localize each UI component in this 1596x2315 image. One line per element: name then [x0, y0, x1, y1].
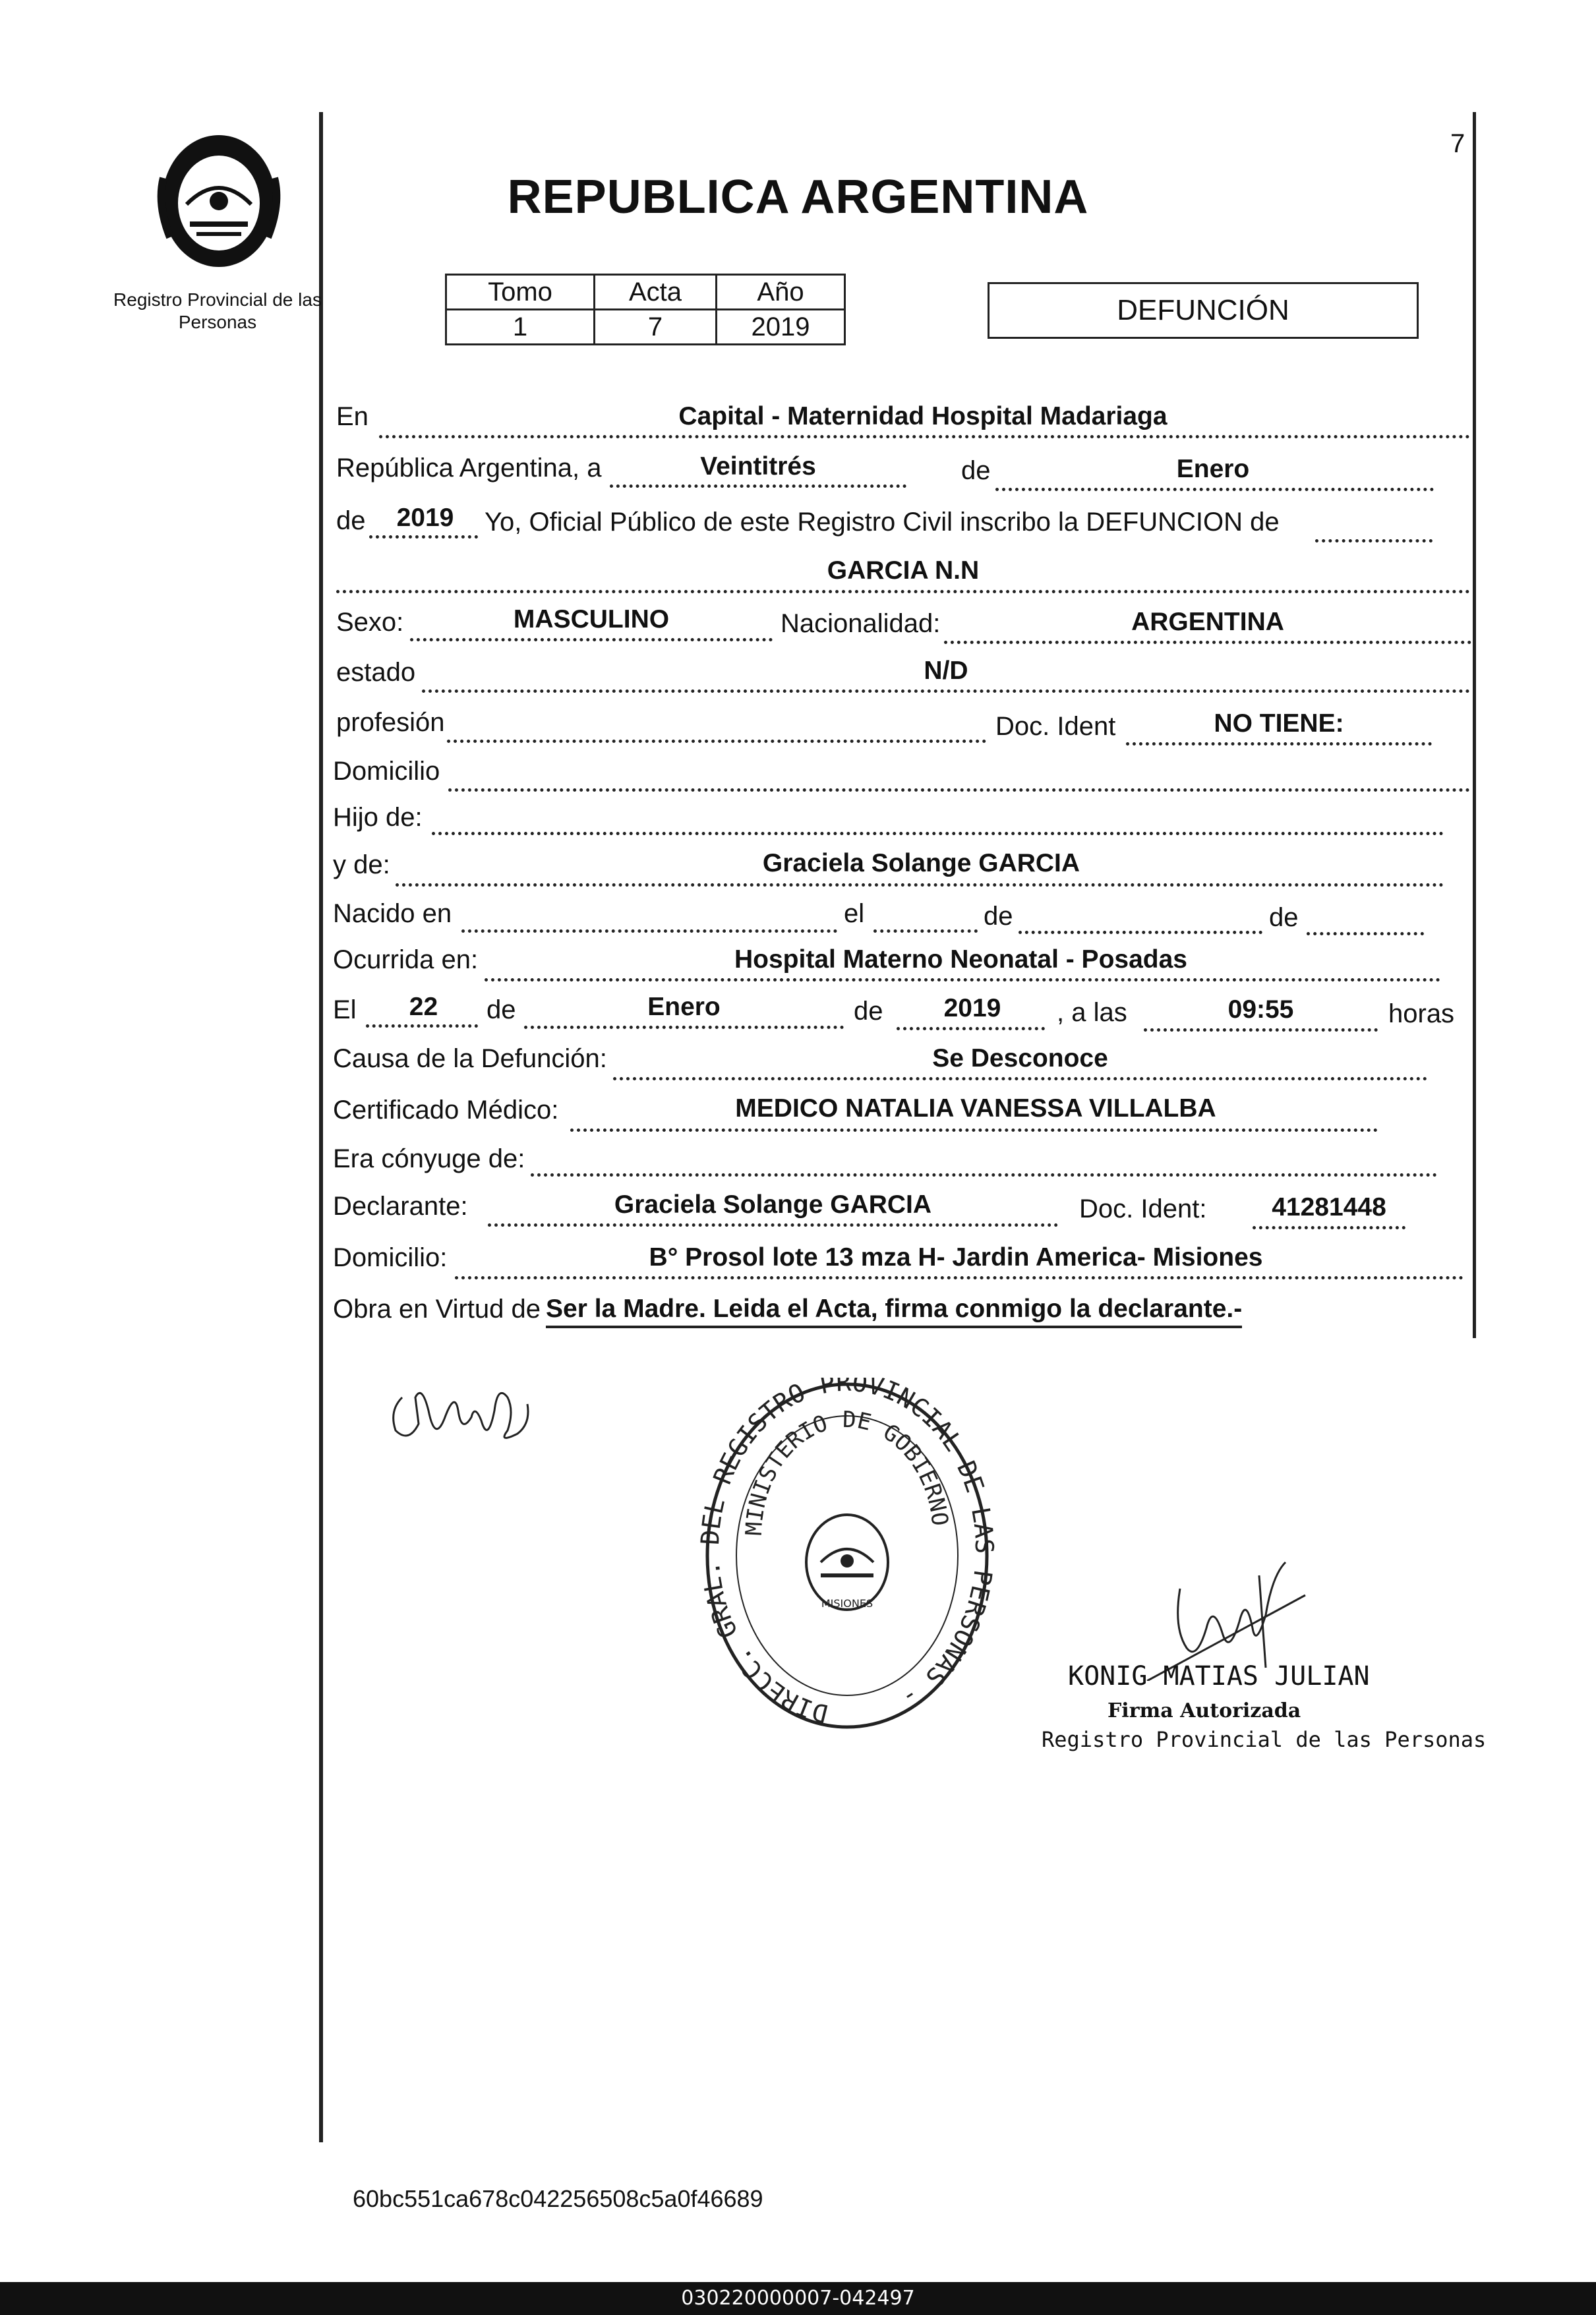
de-label-1: de: [961, 456, 991, 485]
declarante-doc-dotted-line: [1253, 1226, 1405, 1229]
nacionalidad-dotted-line: [944, 641, 1471, 644]
el2-label: El: [333, 995, 357, 1024]
left-margin-line: [319, 112, 323, 2142]
seal-inner-text: MINISTERIO DE GOBIERNO: [740, 1406, 953, 1537]
seal-outer-text: DIRECC. GRAL. EL REGISTRO PROVINCIAL DE L PERSONAS -: [699, 1378, 995, 1729]
yo-text: Yo, Oficial Público de este Registro Civil inscribo la DEFUNCION de: [485, 508, 1280, 537]
hora-dotted-line: [1144, 1028, 1378, 1032]
registry-name: Registro Provincial de las Personas: [113, 289, 322, 332]
domicilio-dotted-line: [448, 788, 1470, 792]
fecha-anio-dotted-line: [897, 1027, 1045, 1030]
hijo-dotted-line: [432, 832, 1444, 835]
conyuge-label: Era cónyuge de:: [333, 1144, 525, 1173]
mes-value: Enero: [1176, 455, 1250, 483]
nacionalidad-label: Nacionalidad:: [781, 609, 941, 638]
docident-label: Doc. Ident: [995, 712, 1116, 741]
horas-label: horas: [1388, 999, 1455, 1028]
profesion-dotted-line: [447, 740, 986, 743]
fecha-dia-value: 22: [409, 993, 438, 1021]
yde-value: Graciela Solange GARCIA: [762, 849, 1080, 877]
declarant-signature: [382, 1371, 541, 1457]
fecha-mes-value: Enero: [647, 993, 721, 1021]
en-value: Capital - Maternidad Hospital Madariaga: [678, 402, 1167, 430]
profesion-label: profesión: [336, 708, 445, 737]
obra-label: Obra en Virtud de: [333, 1295, 541, 1324]
hijo-label: Hijo de:: [333, 803, 423, 832]
yde-label: y de:: [333, 850, 390, 879]
declarante-value: Graciela Solange GARCIA: [614, 1190, 932, 1219]
certificado-dotted-line: [570, 1128, 1378, 1132]
domicilio2-label: Domicilio:: [333, 1243, 448, 1272]
el-label: el: [844, 899, 865, 928]
el-dotted-line: [873, 929, 978, 933]
declarante-dotted-line: [488, 1223, 1058, 1227]
table-header-tomo: Tomo: [446, 275, 595, 310]
ocurrida-value: Hospital Materno Neonatal - Posadas: [734, 945, 1187, 974]
document-title: REPUBLICA ARGENTINA: [507, 171, 1089, 223]
defuncion-dotted-line: [1315, 539, 1433, 542]
record-type-box: DEFUNCIÓN: [988, 282, 1419, 339]
dia-value: Veintitrés: [700, 452, 816, 481]
docident-dotted-line: [1126, 742, 1432, 746]
fecha-dia-dotted-line: [366, 1024, 478, 1028]
table-value-acta: 7: [595, 310, 717, 345]
de3-dotted-line: [1019, 931, 1262, 934]
acta-reference-table: [445, 274, 846, 345]
estado-value: N/D: [924, 657, 968, 685]
declarante-doc-value: 41281448: [1272, 1193, 1386, 1221]
conyuge-dotted-line: [531, 1173, 1437, 1177]
anio-value: 2019: [396, 504, 454, 532]
domicilio-label: Domicilio: [333, 757, 440, 786]
seal-emblem-text: MISIONES: [821, 1597, 873, 1610]
causa-value: Se Desconoce: [932, 1044, 1108, 1072]
table-header-anio: Año: [717, 275, 845, 310]
right-margin-line: [1473, 112, 1476, 1338]
de4-dotted-line: [1307, 932, 1424, 935]
sexo-dotted-line: [410, 638, 773, 641]
de-label-3: de: [984, 902, 1013, 931]
certificado-label: Certificado Médico:: [333, 1096, 559, 1125]
footer-code-bar: 030220000007-042497: [0, 2282, 1596, 2315]
estado-label: estado: [336, 658, 416, 687]
document-hash: 60bc551ca678c042256508c5a0f46689: [353, 2185, 763, 2212]
obra-value: Ser la Madre. Leida el Acta, firma conmigo la declarante.-: [546, 1296, 1242, 1328]
de-label-2: de: [336, 506, 366, 535]
fecha-mes-dotted-line: [524, 1026, 844, 1029]
de-label-4: de: [1269, 903, 1299, 932]
signatory-name: KONIG MATIAS JULIAN: [1068, 1661, 1370, 1691]
causa-label: Causa de la Defunción:: [333, 1044, 607, 1073]
certificado-value: MEDICO NATALIA VANESSA VILLALBA: [735, 1094, 1216, 1123]
ocurrida-dotted-line: [485, 978, 1440, 982]
alas-label: , a las: [1057, 998, 1127, 1027]
estado-dotted-line: [422, 689, 1470, 693]
ocurrida-label: Ocurrida en:: [333, 945, 479, 974]
de-label-6: de: [854, 997, 883, 1026]
republica-label: República Argentina, a: [336, 454, 602, 483]
dia-dotted-line: [610, 484, 906, 488]
declarante-label: Declarante:: [333, 1192, 468, 1221]
sexo-value: MASCULINO: [513, 605, 670, 633]
table-header-acta: Acta: [595, 275, 717, 310]
nacido-dotted-line: [461, 929, 837, 933]
mes-dotted-line: [995, 488, 1434, 491]
yde-dotted-line: [396, 883, 1444, 887]
declarante-doc-label: Doc. Ident:: [1079, 1194, 1207, 1223]
docident-value: NO TIENE:: [1214, 709, 1344, 738]
domicilio2-value: B° Prosol lote 13 mza H- Jardin America- Misiones: [649, 1243, 1263, 1272]
page-number: 7: [1450, 129, 1465, 158]
official-seal: [699, 1378, 995, 1734]
en-label: En: [336, 402, 369, 431]
domicilio2-dotted-line: [455, 1276, 1463, 1279]
nombre-value: GARCIA N.N: [827, 556, 980, 585]
nacido-label: Nacido en: [333, 899, 452, 928]
en-dotted-line: [379, 435, 1470, 438]
causa-dotted-line: [613, 1077, 1427, 1080]
anio-dotted-line: [369, 535, 478, 539]
nacionalidad-value: ARGENTINA: [1131, 608, 1284, 636]
table-value-anio: 2019: [717, 310, 845, 345]
nombre-dotted-line: [336, 590, 1470, 593]
signatory-role: Firma Autorizada: [1108, 1699, 1301, 1722]
table-value-tomo: 1: [446, 310, 595, 345]
signatory-office: Registro Provincial de las Personas: [1042, 1727, 1487, 1752]
de-label-5: de: [487, 995, 516, 1024]
hora-value: 09:55: [1227, 995, 1294, 1024]
fecha-anio-value: 2019: [943, 994, 1001, 1022]
sexo-label: Sexo:: [336, 608, 404, 637]
